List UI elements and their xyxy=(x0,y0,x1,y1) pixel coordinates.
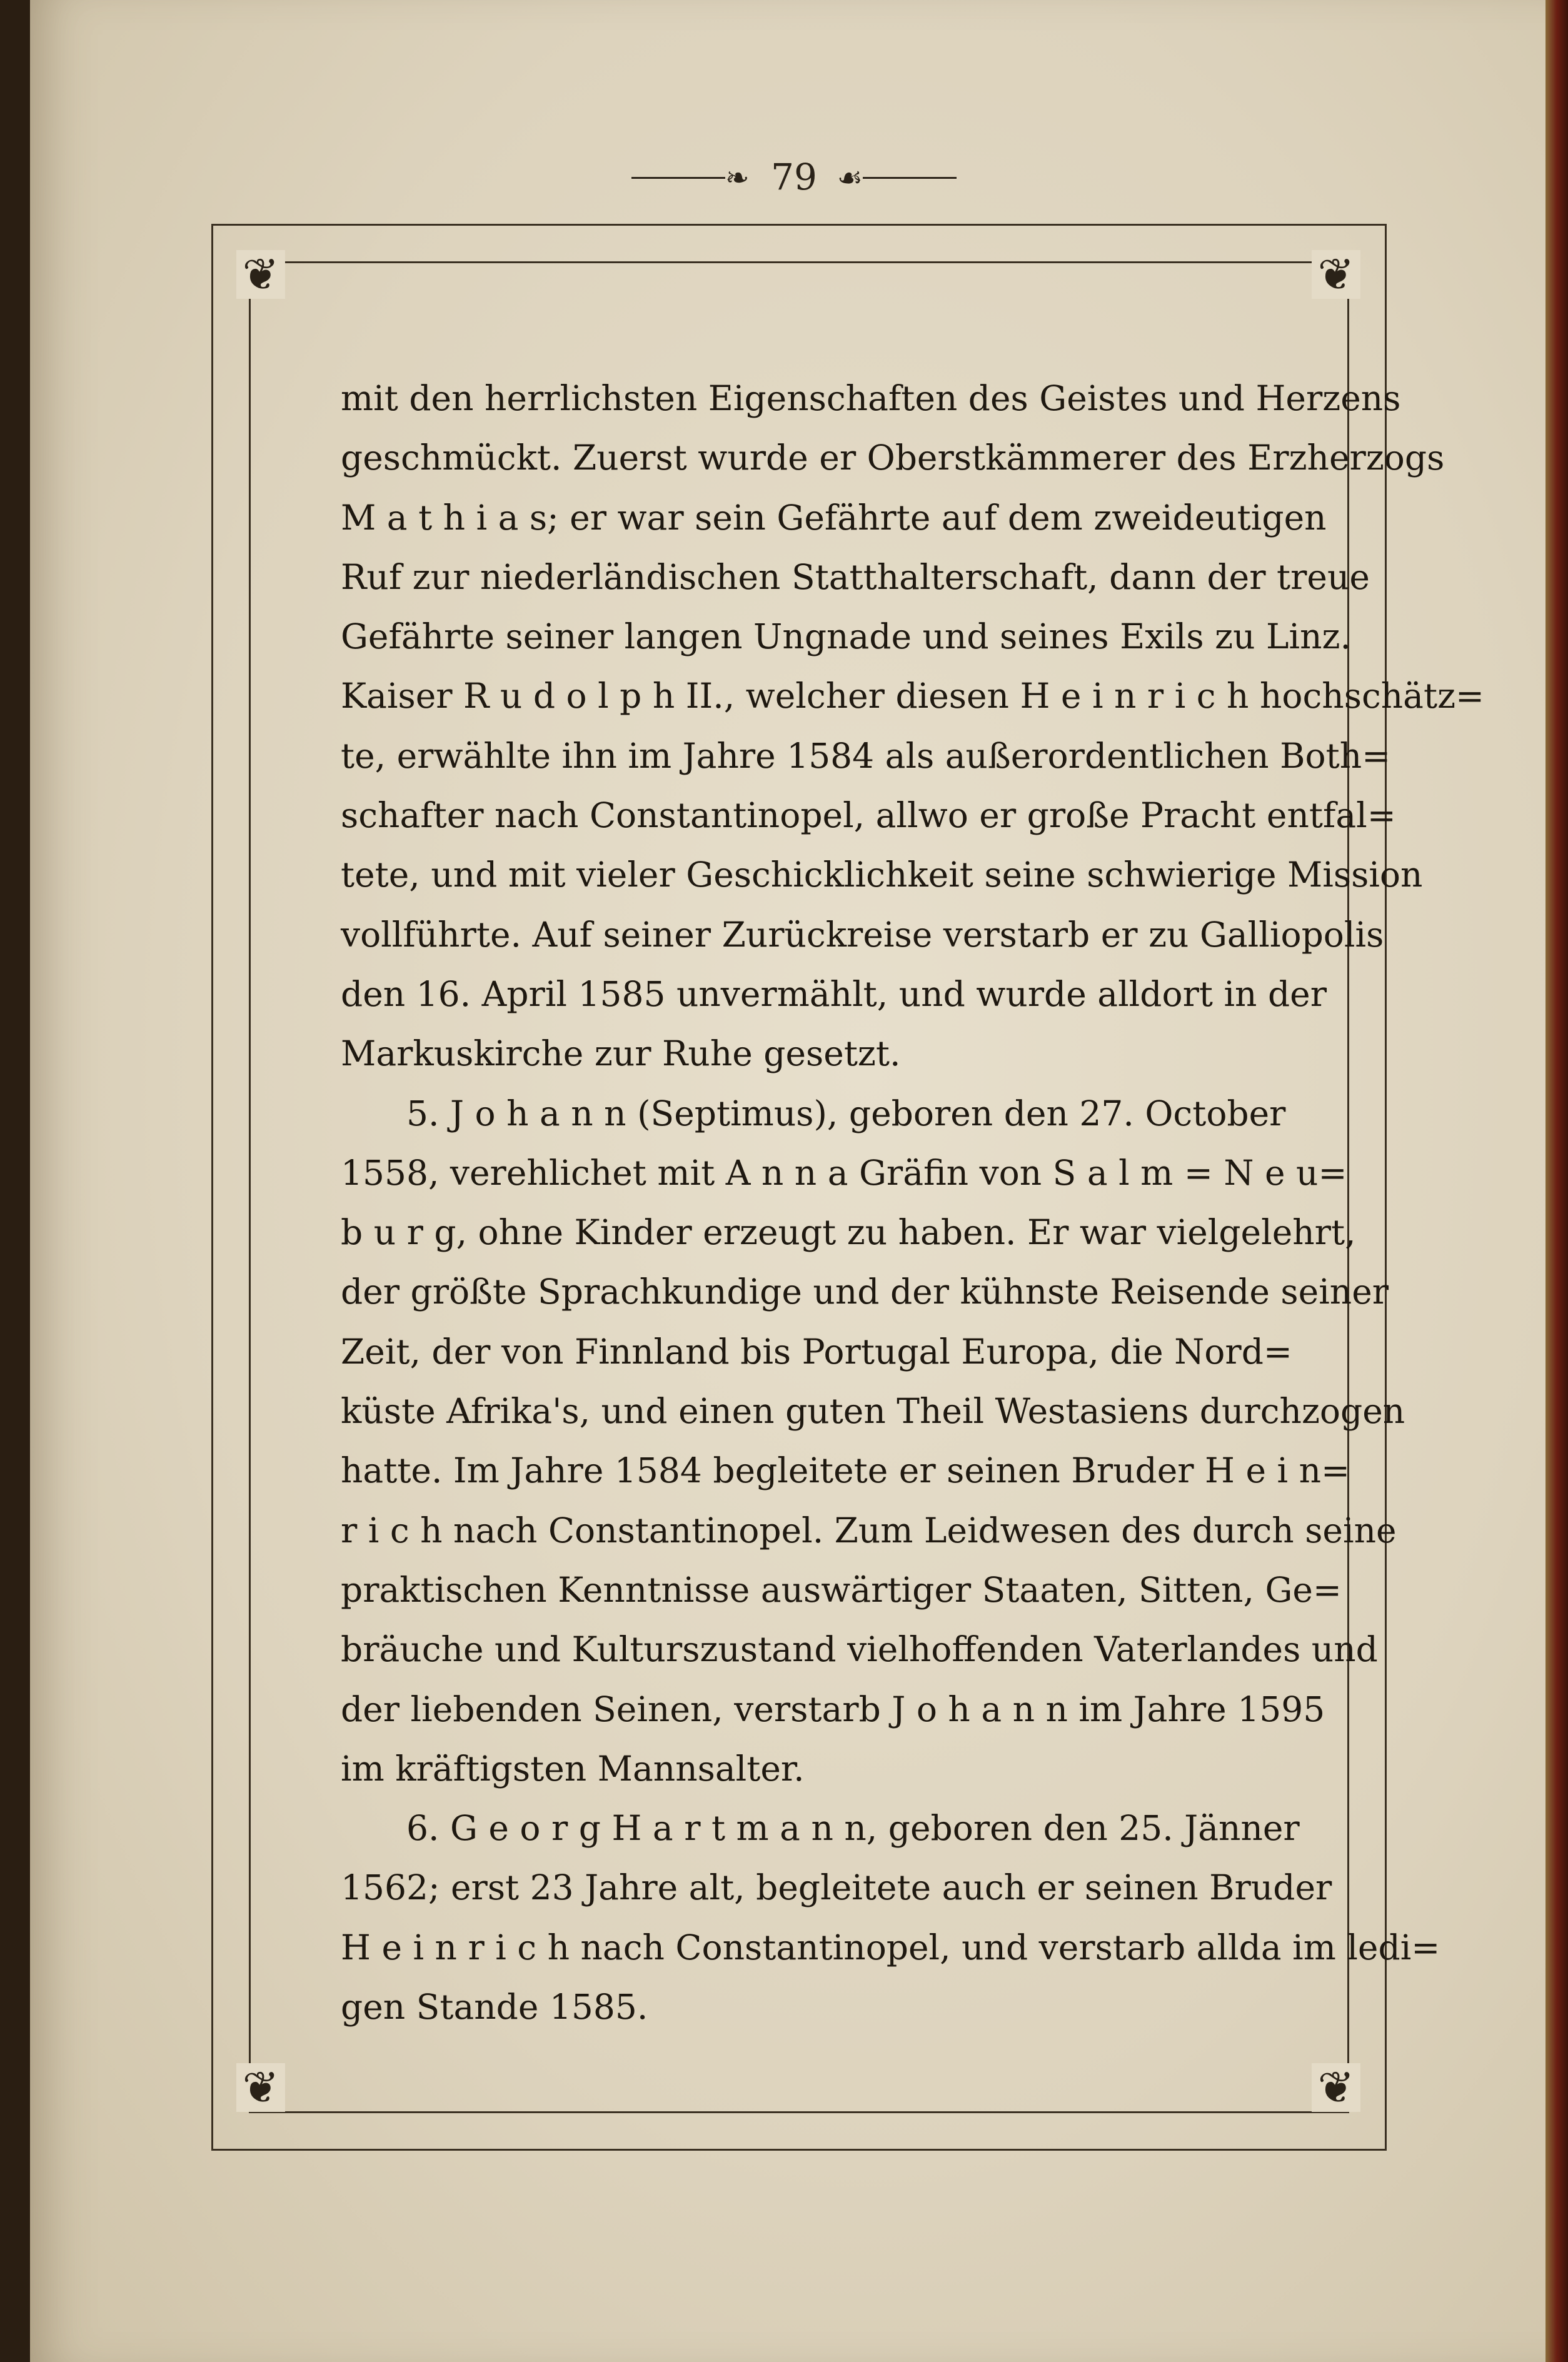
text-line: 1558, verehlichet mit A n n a Gräfin von S a l m = N e u= xyxy=(341,1152,1347,1193)
text-line: 1562; erst 23 Jahre alt, begleitete auch er seinen Bruder xyxy=(341,1867,1332,1908)
text-line: Ruf zur niederländischen Statthalterschaft, dann der treue xyxy=(341,556,1370,597)
text-line: te, erwählte ihn im Jahre 1584 als außerordentlichen Both= xyxy=(341,735,1391,776)
book-edge xyxy=(1545,0,1568,2362)
header-ornament-left-icon: ❧ xyxy=(725,161,750,194)
corner-ornament-icon: ❦ xyxy=(236,2063,285,2112)
text-line: der größte Sprachkundige und der kühnste Reisende seiner xyxy=(341,1272,1389,1312)
text-line: b u r g, ohne Kinder erzeugt zu haben. Er war vielgelehrt, xyxy=(341,1212,1356,1253)
body-text xyxy=(341,369,1485,2037)
corner-ornament-icon: ❦ xyxy=(1312,250,1360,299)
text-line: Gefährte seiner langen Ungnade und seines Exils zu Linz. xyxy=(341,616,1352,657)
page-header xyxy=(631,147,957,203)
corner-ornament-icon: ❦ xyxy=(1312,2063,1360,2112)
text-line: der liebenden Seinen, verstarb J o h a n n im Jahre 1595 xyxy=(341,1689,1325,1729)
text-line: vollführte. Auf seiner Zurückreise verstarb er zu Galliopolis xyxy=(341,914,1384,955)
text-line: küste Afrika's, und einen guten Theil Westasiens durchzogen xyxy=(341,1391,1405,1432)
text-line: tete, und mit vieler Geschicklichkeit seine schwierige Mission xyxy=(341,855,1423,895)
corner-ornament-icon: ❦ xyxy=(236,250,285,299)
text-line: mit den herrlichsten Eigenschaften des Geistes und Herzens xyxy=(341,378,1401,418)
header-ornament-right-icon: ☙ xyxy=(837,161,863,194)
text-line: Zeit, der von Finnland bis Portugal Europa, die Nord= xyxy=(341,1331,1293,1372)
text-line: bräuche und Kulturszustand vielhoffenden Vaterlandes und xyxy=(341,1629,1378,1670)
text-line: 6. G e o r g H a r t m a n n, geboren den 25. Jänner xyxy=(406,1808,1300,1849)
text-line: H e i n r i c h nach Constantinopel, und verstarb allda im ledi= xyxy=(341,1927,1440,1967)
text-line: geschmückt. Zuerst wurde er Oberstkämmerer des Erzherzogs xyxy=(341,438,1445,478)
text-line: praktischen Kenntnisse auswärtiger Staaten, Sitten, Ge= xyxy=(341,1569,1342,1610)
text-line: den 16. April 1585 unvermählt, und wurde alldort in der xyxy=(341,973,1327,1014)
text-line: im kräftigsten Mannsalter. xyxy=(341,1748,805,1789)
text-line: Kaiser R u d o l p h II., welcher diesen H e i n r i c h hochschätz= xyxy=(341,676,1485,716)
text-line: schafter nach Constantinopel, allwo er große Pracht entfal= xyxy=(341,795,1396,836)
text-line: gen Stande 1585. xyxy=(341,1987,648,2028)
text-line: r i c h nach Constantinopel. Zum Leidwesen des durch seine xyxy=(341,1510,1397,1550)
text-line: hatte. Im Jahre 1584 begleitete er seinen Bruder H e i n= xyxy=(341,1450,1350,1491)
text-line: Markuskirche zur Ruhe gesetzt. xyxy=(341,1033,901,1074)
text-line: M a t h i a s; er war sein Gefährte auf dem zweideutigen xyxy=(341,497,1327,538)
header-rule-right xyxy=(863,177,957,179)
page-number: 79 xyxy=(771,156,817,198)
text-line: 5. J o h a n n (Septimus), geboren den 27. October xyxy=(406,1093,1286,1133)
